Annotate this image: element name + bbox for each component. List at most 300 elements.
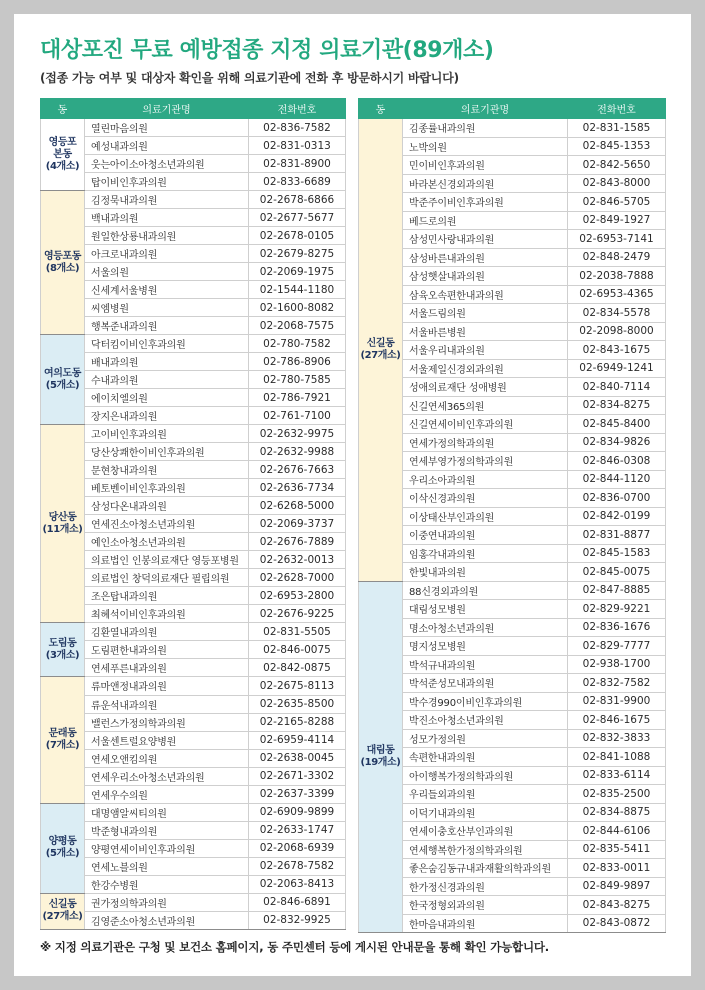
dong-label-line: 대림동 [366,744,395,756]
clinic-phone: 02-2679-8275 [249,245,346,263]
clinic-phone: 02-832-7582 [568,674,666,693]
table-row [359,877,666,896]
clinic-name: 박진소아청소년과의원 [403,711,568,730]
clinic-phone: 02-836-0700 [568,489,666,508]
table-row [359,378,666,397]
clinic-name: 연세진소아청소년과의원 [85,515,249,533]
clinic-phone: 02-832-3833 [568,729,666,748]
clinic-phone: 02-840-7114 [568,378,666,397]
dong-cell [359,581,403,933]
clinic-name: 김종률내과의원 [403,119,568,138]
clinic-phone: 02-2069-3737 [249,515,346,533]
clinic-name: 서울제일신경외과의원 [403,359,568,378]
clinic-phone: 02-2633-1747 [249,821,346,839]
clinic-name: 수내과의원 [85,371,249,389]
table-row [41,479,346,497]
dong-label-line: 도림동 [48,637,77,649]
clinic-phone: 02-834-8275 [568,396,666,415]
dong-label-line: 영등포동 [43,250,82,262]
clinic-name: 성애의료재단 성애병원 [403,378,568,397]
clinic-phone: 02-6268-5000 [249,497,346,515]
table-row [41,821,346,839]
clinic-phone: 02-2636-7734 [249,479,346,497]
clinic-name: 조은탑내과의원 [85,587,249,605]
clinic-phone: 02-6959-4114 [249,731,346,749]
clinic-phone: 02-849-1927 [568,211,666,230]
dong-label-line: (8개소) [45,262,80,274]
table-row [41,155,346,173]
clinic-name: 배내과의원 [85,353,249,371]
clinic-name: 김영준소아청소년과의원 [85,911,249,929]
clinic-name: 열린마음의원 [85,119,249,137]
dong-label-line: (27개소) [42,911,83,923]
table-row [359,711,666,730]
header-clinic-name: 의료기관명 [85,99,249,119]
dong-label-line: 신길동 [366,337,395,349]
clinic-phone: 02-845-0075 [568,563,666,582]
table-row [359,174,666,193]
dong-label-line: (19개소) [360,756,401,768]
clinic-phone: 02-2098-8000 [568,322,666,341]
dong-cell [41,803,85,893]
table-row [359,600,666,619]
page-subtitle: (접종 가능 여부 및 대상자 확인을 위해 의료기관에 전화 후 방문하시기 바랍니다) [40,71,459,85]
clinic-phone: 02-1544-1180 [249,281,346,299]
table-row [359,803,666,822]
table-row [41,335,346,353]
dong-cell [41,119,85,191]
clinic-phone: 02-841-1088 [568,748,666,767]
clinic-name: 삼성햇살내과의원 [403,267,568,286]
table-row [359,785,666,804]
clinic-name: 서울의원 [85,263,249,281]
clinic-phone: 02-6953-2800 [249,587,346,605]
clinic-phone: 02-1600-8082 [249,299,346,317]
clinic-name: 명지성모병원 [403,637,568,656]
clinic-phone: 02-833-6114 [568,766,666,785]
clinic-name: 박석규내과의원 [403,655,568,674]
clinic-phone: 02-845-8400 [568,415,666,434]
clinic-name: 김환열내과의원 [85,623,249,641]
table-row [359,748,666,767]
clinic-phone: 02-846-0308 [568,452,666,471]
clinic-name: 연세푸른내과의원 [85,659,249,677]
table-header-row [359,99,666,119]
clinic-phone: 02-833-0011 [568,859,666,878]
header-dong: 동 [359,99,403,119]
clinic-name: 연세우리소아청소년과의원 [85,767,249,785]
table-row [41,371,346,389]
dong-label-line: 본동 [53,148,72,160]
clinic-phone: 02-829-7777 [568,637,666,656]
clinic-name: 웃는아이소아청소년과의원 [85,155,249,173]
table-row [359,914,666,933]
clinic-name: 한국정형외과의원 [403,896,568,915]
table-row [359,489,666,508]
clinic-name: 장지은내과의원 [85,407,249,425]
clinic-phone: 02-2038-7888 [568,267,666,286]
clinic-name: 백내과의원 [85,209,249,227]
clinic-phone: 02-2637-3399 [249,785,346,803]
table-row [359,433,666,452]
table-row [41,425,346,443]
clinic-phone: 02-2632-9975 [249,425,346,443]
dong-label-line: 당산동 [48,511,77,523]
clinic-name: 도림편한내과의원 [85,641,249,659]
clinic-phone: 02-2632-0013 [249,551,346,569]
table-row [41,119,346,137]
clinic-name: 연세우수의원 [85,785,249,803]
clinic-phone: 02-845-1583 [568,544,666,563]
table-row [359,822,666,841]
clinic-phone: 02-831-8877 [568,526,666,545]
table-row [359,156,666,175]
clinic-name: 연세부영가정의학과의원 [403,452,568,471]
clinic-phone: 02-832-9925 [249,911,346,929]
clinic-name: 삼성민사랑내과의원 [403,230,568,249]
clinic-name: 당산상쾌한이비인후과의원 [85,443,249,461]
clinic-name: 문현창내과의원 [85,461,249,479]
clinic-phone: 02-834-5578 [568,304,666,323]
clinic-name: 연세이충호산부인과의원 [403,822,568,841]
clinic-phone: 02-2676-7663 [249,461,346,479]
table-row [359,137,666,156]
clinic-name: 우리들외과의원 [403,785,568,804]
dong-cell [359,119,403,582]
dong-label-line: (5개소) [45,379,80,391]
table-row [41,245,346,263]
table-row [359,544,666,563]
table-row [41,875,346,893]
clinic-phone: 02-848-2479 [568,248,666,267]
clinic-name: 아크로내과의원 [85,245,249,263]
table-row [41,281,346,299]
clinic-name: 한강수병원 [85,875,249,893]
clinic-name: 행복준내과의원 [85,317,249,335]
clinic-name: 닥터킴이비인후과의원 [85,335,249,353]
clinic-phone: 02-2635-8500 [249,695,346,713]
clinic-name: 이상태산부인과의원 [403,507,568,526]
dong-cell [41,893,85,929]
dong-label-line: 여의도동 [43,367,82,379]
table-row [359,267,666,286]
clinic-phone: 02-780-7585 [249,371,346,389]
table-row [41,587,346,605]
clinic-name: 최혜석이비인후과의원 [85,605,249,623]
table-row [41,389,346,407]
table-row [41,731,346,749]
left-clinic-table [40,98,346,930]
table-row [41,461,346,479]
clinic-phone: 02-834-8875 [568,803,666,822]
dong-label-line: (11개소) [42,523,83,535]
clinic-phone: 02-2676-7889 [249,533,346,551]
table-row [359,470,666,489]
clinic-name: 서울센트럴요양병원 [85,731,249,749]
clinic-name: 연세오앤킴의원 [85,749,249,767]
table-row [359,840,666,859]
clinic-name: 성모가정의원 [403,729,568,748]
clinic-phone: 02-843-1675 [568,341,666,360]
clinic-phone: 02-6949-1241 [568,359,666,378]
clinic-name: 연세가정의학과의원 [403,433,568,452]
clinic-phone: 02-847-8885 [568,581,666,600]
clinic-name: 삼성다온내과의원 [85,497,249,515]
table-row [359,230,666,249]
clinic-name: 이덕기내과의원 [403,803,568,822]
clinic-name: 박석준성모내과의원 [403,674,568,693]
clinic-phone: 02-842-0875 [249,659,346,677]
clinic-phone: 02-2676-9225 [249,605,346,623]
table-row [359,563,666,582]
clinic-name: 서울우리내과의원 [403,341,568,360]
clinic-phone: 02-835-2500 [568,785,666,804]
clinic-name: 서울바른병원 [403,322,568,341]
clinic-phone: 02-2678-7582 [249,857,346,875]
clinic-phone: 02-786-8906 [249,353,346,371]
clinic-phone: 02-2632-9988 [249,443,346,461]
table-row [41,263,346,281]
table-row [359,452,666,471]
table-header-row [41,99,346,119]
clinic-name: 탑이비인후과의원 [85,173,249,191]
clinic-phone: 02-845-1353 [568,137,666,156]
table-row [41,623,346,641]
table-row [41,677,346,695]
table-row [359,341,666,360]
table-row [359,119,666,138]
clinic-name: 신세계서울병원 [85,281,249,299]
clinic-phone: 02-2671-3302 [249,767,346,785]
table-row [41,569,346,587]
dong-cell [41,623,85,677]
clinic-phone: 02-2678-6866 [249,191,346,209]
clinic-name: 베토벤이비인후과의원 [85,479,249,497]
table-row [41,191,346,209]
clinic-name: 양평연세이비인후과의원 [85,839,249,857]
clinic-phone: 02-6953-7141 [568,230,666,249]
table-row [359,729,666,748]
table-body [41,119,346,930]
clinic-name: 밸런스가정의학과의원 [85,713,249,731]
table-row [41,911,346,929]
dong-label-line: (7개소) [45,740,80,752]
table-row [359,618,666,637]
clinic-phone: 02-842-5650 [568,156,666,175]
clinic-name: 민이비인후과의원 [403,156,568,175]
clinic-phone: 02-846-5705 [568,193,666,212]
table-row [41,839,346,857]
table-row [359,766,666,785]
table-row [41,227,346,245]
clinic-name: 속편한내과의원 [403,748,568,767]
clinic-name: 예성내과의원 [85,137,249,155]
table-row [41,749,346,767]
clinic-name: 서울드림의원 [403,304,568,323]
dong-label-line: (5개소) [45,848,80,860]
dong-label-line: (4개소) [45,160,80,172]
table-row [359,581,666,600]
clinic-phone: 02-844-6106 [568,822,666,841]
table-row [41,299,346,317]
clinic-phone: 02-6909-9899 [249,803,346,821]
table-row [41,767,346,785]
clinic-phone: 02-2628-7000 [249,569,346,587]
clinic-name: 아이행복가정의학과의원 [403,766,568,785]
clinic-phone: 02-786-7921 [249,389,346,407]
clinic-phone: 02-2675-8113 [249,677,346,695]
table-row [359,285,666,304]
clinic-phone: 02-829-9221 [568,600,666,619]
table-row [359,248,666,267]
footer-note: ※ 지정 의료기관은 구청 및 보건소 홈페이지, 동 주민센터 등에 게시된 안내문을 통해 확인 가능합니다. [40,940,549,954]
clinic-name: 예인소아청소년과의원 [85,533,249,551]
clinic-phone: 02-836-7582 [249,119,346,137]
clinic-name: 삼성바른내과의원 [403,248,568,267]
right-clinic-table [358,98,666,933]
table-row [359,359,666,378]
clinic-phone: 02-2063-8413 [249,875,346,893]
table-row [41,659,346,677]
table-row [359,396,666,415]
header-phone: 전화번호 [568,99,666,119]
clinic-phone: 02-842-0199 [568,507,666,526]
clinic-name: 의료법인 창덕의료재단 필립의원 [85,569,249,587]
header-dong: 동 [41,99,85,119]
clinic-name: 한가정신경과의원 [403,877,568,896]
clinic-phone: 02-831-9900 [568,692,666,711]
table-row [359,193,666,212]
table-row [41,785,346,803]
clinic-name: 류운석내과의원 [85,695,249,713]
clinic-name: 김정묵내과의원 [85,191,249,209]
clinic-name: 대림성모병원 [403,600,568,619]
table-row [41,857,346,875]
clinic-phone: 02-834-9826 [568,433,666,452]
table-row [359,211,666,230]
table-row [41,497,346,515]
table-row [41,353,346,371]
clinic-name: 이중연내과의원 [403,526,568,545]
dong-label-line: 신길동 [48,899,77,911]
clinic-phone: 02-2165-8288 [249,713,346,731]
clinic-name: 고이비인후과의원 [85,425,249,443]
table-row [359,415,666,434]
clinic-name: 이삭신경과의원 [403,489,568,508]
clinic-phone: 02-761-7100 [249,407,346,425]
clinic-phone: 02-831-8900 [249,155,346,173]
table-row [359,674,666,693]
table-row [359,692,666,711]
table-row [41,443,346,461]
clinic-phone: 02-835-5411 [568,840,666,859]
clinic-name: 박수경990이비인후과의원 [403,692,568,711]
clinic-name: 신길연세365의원 [403,396,568,415]
table-row [359,637,666,656]
clinic-name: 한마음내과의원 [403,914,568,933]
table-row [359,655,666,674]
clinic-name: 에이치엘의원 [85,389,249,407]
clinic-phone: 02-844-1120 [568,470,666,489]
clinic-phone: 02-2069-1975 [249,263,346,281]
header-clinic-name: 의료기관명 [403,99,568,119]
table-row [41,551,346,569]
table-row [41,515,346,533]
clinic-phone: 02-846-1675 [568,711,666,730]
table-row [359,507,666,526]
clinic-name: 베드로의원 [403,211,568,230]
table-row [41,173,346,191]
table-header [41,99,346,119]
table-row [359,526,666,545]
clinic-phone: 02-831-5505 [249,623,346,641]
clinic-phone: 02-849-9897 [568,877,666,896]
dong-label-line: 문래동 [48,728,77,740]
dong-cell [41,425,85,623]
clinic-phone: 02-6953-4365 [568,285,666,304]
table-row [359,859,666,878]
table-body [359,119,666,933]
clinic-phone: 02-831-0313 [249,137,346,155]
clinic-name: 삼육오속편한내과의원 [403,285,568,304]
table-row [359,896,666,915]
page-title: 대상포진 무료 예방접종 지정 의료기관(89개소) [40,38,494,63]
table-row [41,317,346,335]
clinic-name: 권가정의학과의원 [85,893,249,911]
table-row [41,641,346,659]
dong-cell [41,335,85,425]
clinic-name: 신길연세이비인후과의원 [403,415,568,434]
clinic-phone: 02-2678-0105 [249,227,346,245]
clinic-name: 좋은숨김동규내과재활의학과의원 [403,859,568,878]
dong-label-line: 양평동 [48,836,77,848]
clinic-phone: 02-843-0872 [568,914,666,933]
clinic-name: 연세노블의원 [85,857,249,875]
clinic-name: 류마앤정내과의원 [85,677,249,695]
table-row [41,695,346,713]
table-header [359,99,666,119]
clinic-name: 연세행복한가정의학과의원 [403,840,568,859]
clinic-phone: 02-2068-7575 [249,317,346,335]
table-row [359,322,666,341]
table-row [41,533,346,551]
table-row [41,605,346,623]
clinic-name: 노박의원 [403,137,568,156]
clinic-name: 우리소아과의원 [403,470,568,489]
table-row [41,893,346,911]
clinic-name: 박준주이비인후과의원 [403,193,568,212]
table-row [41,713,346,731]
clinic-name: 의료법인 인봉의료재단 영등포병원 [85,551,249,569]
clinic-name: 씨엠병원 [85,299,249,317]
clinic-phone: 02-938-1700 [568,655,666,674]
clinic-phone: 02-836-1676 [568,618,666,637]
clinic-phone: 02-2068-6939 [249,839,346,857]
table-row [41,137,346,155]
clinic-phone: 02-843-8275 [568,896,666,915]
clinic-name: 원일한상룡내과의원 [85,227,249,245]
clinic-phone: 02-2638-0045 [249,749,346,767]
clinic-phone: 02-833-6689 [249,173,346,191]
table-row [359,304,666,323]
dong-cell [41,191,85,335]
table-row [41,803,346,821]
clinic-name: 한빛내과의원 [403,563,568,582]
dong-label-line: (3개소) [45,649,80,661]
header-phone: 전화번호 [249,99,346,119]
dong-label-line: 영등포 [48,136,77,148]
dong-label-line: (27개소) [360,349,401,361]
